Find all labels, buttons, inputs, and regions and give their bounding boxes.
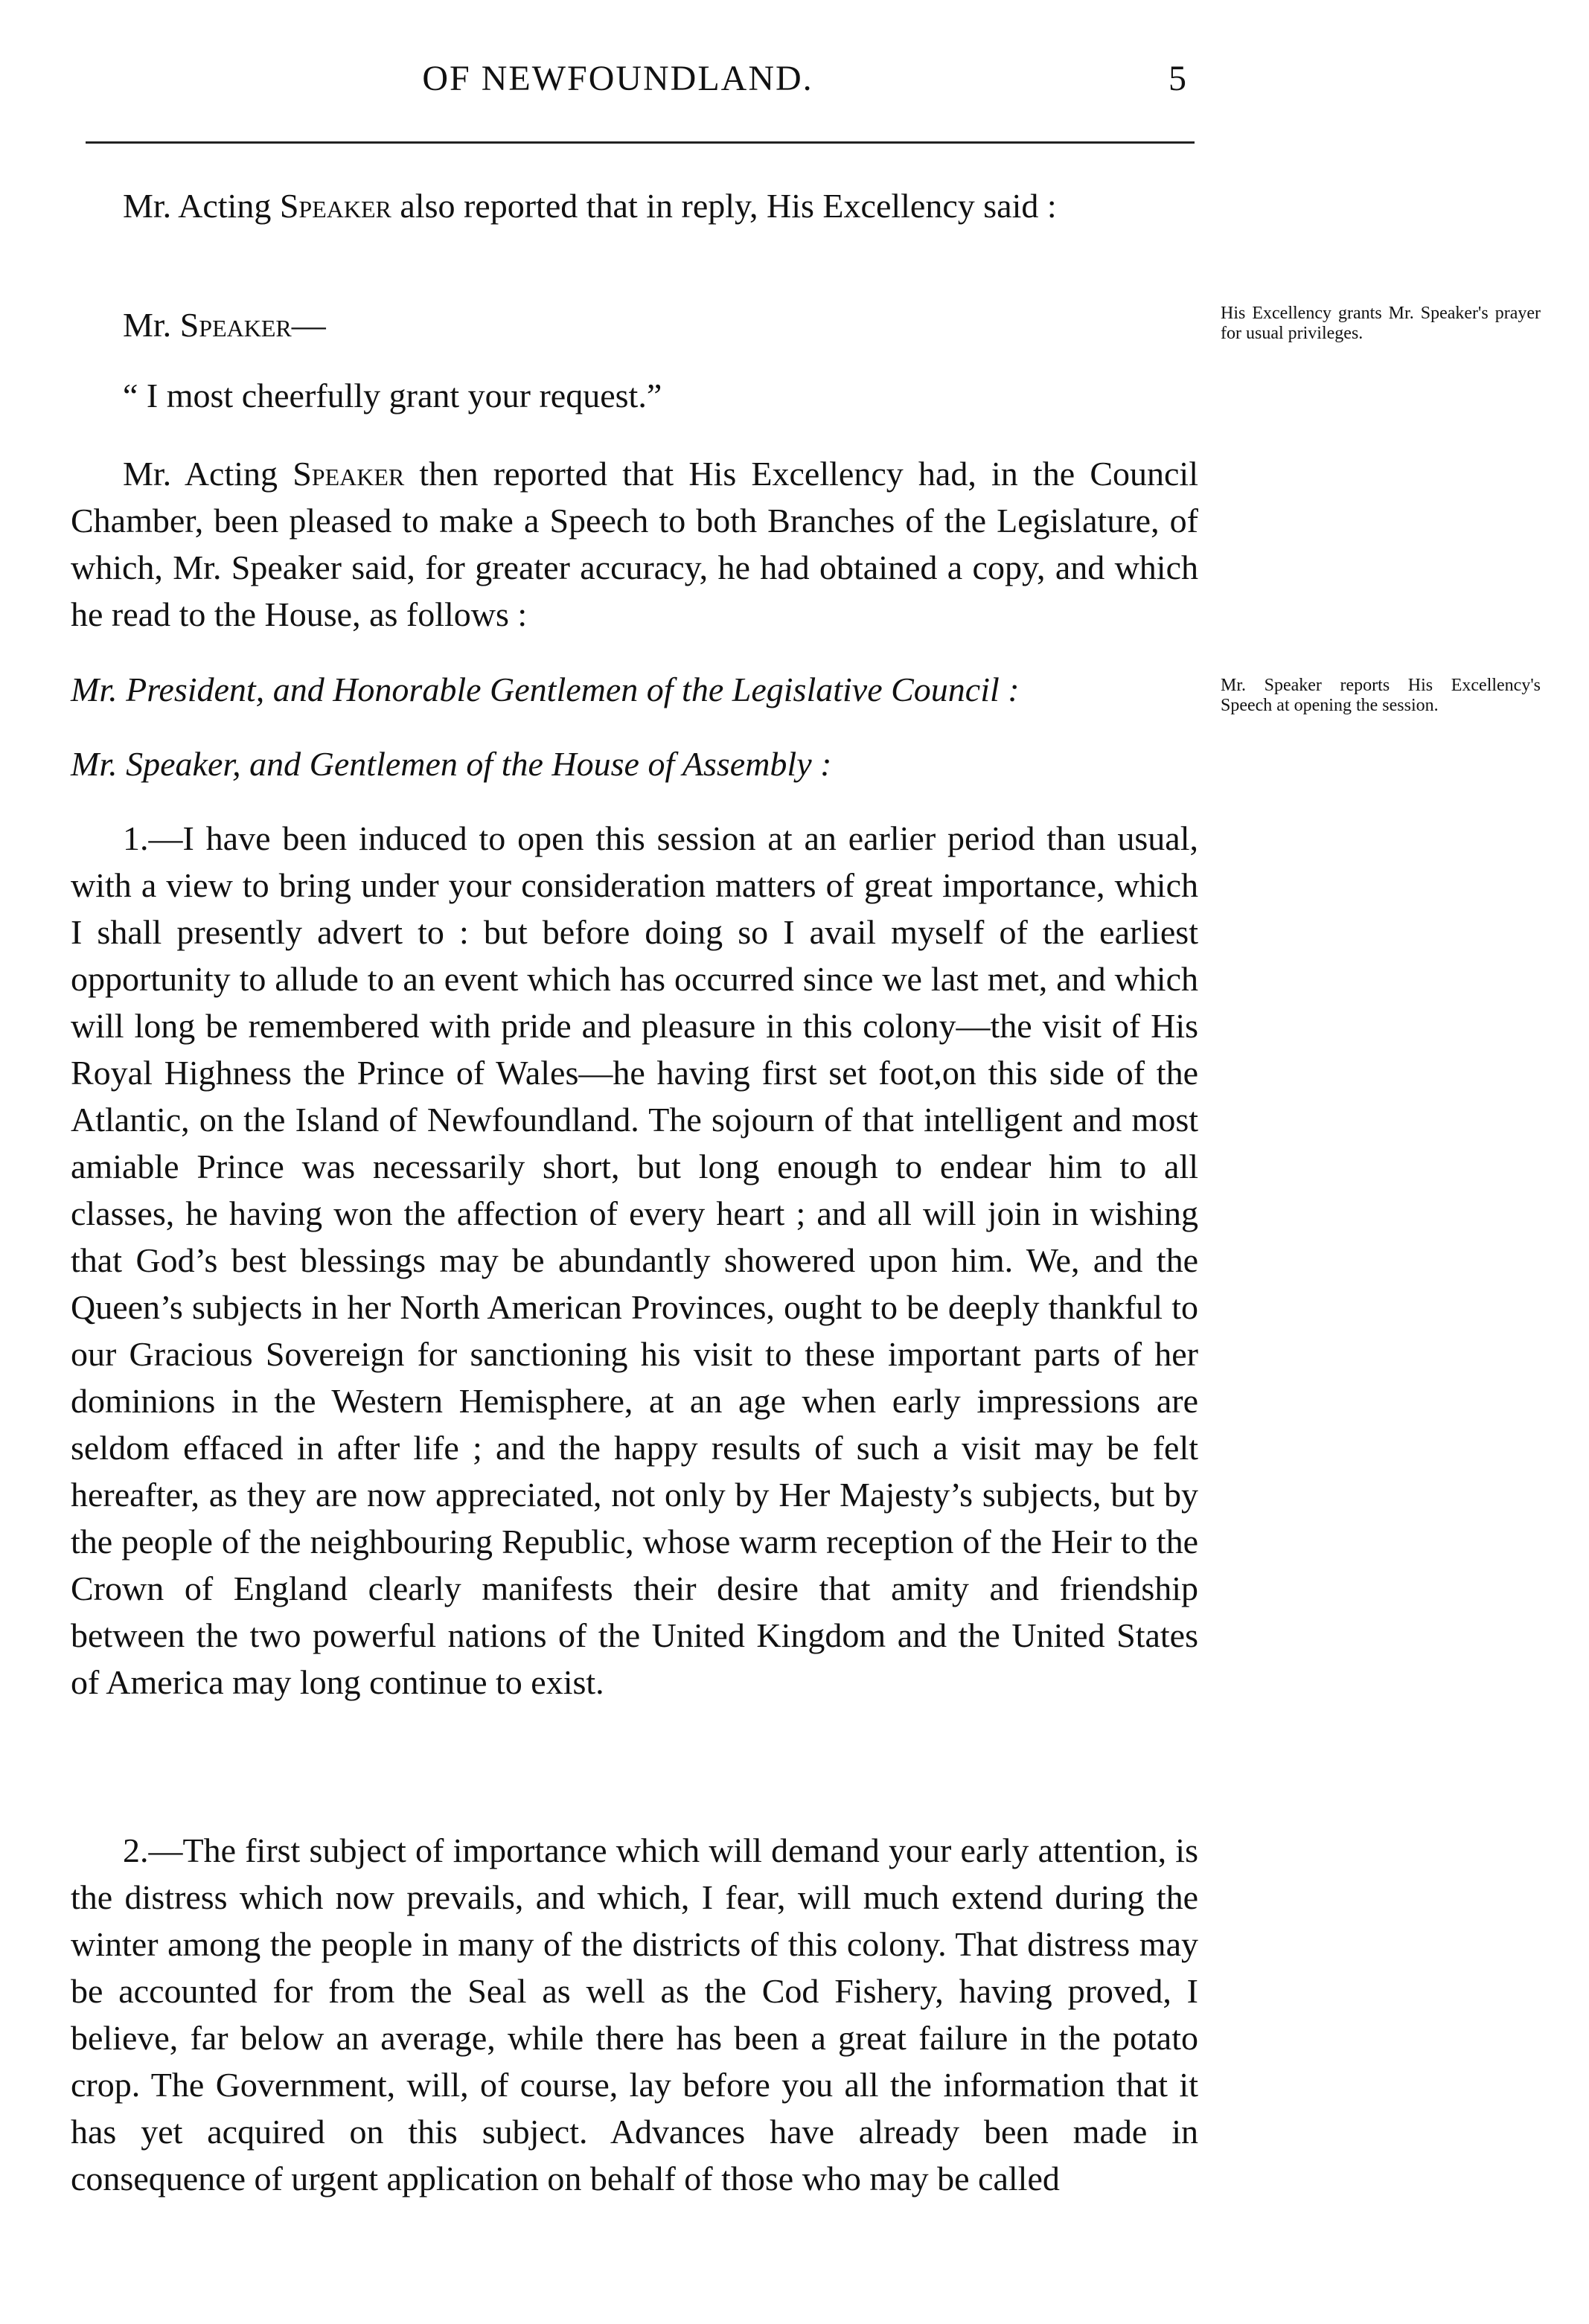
paragraph-reply-report [71, 182, 1198, 229]
running-title: OF NEWFOUNDLAND. [422, 59, 813, 98]
p2-rest: then reported that His Excellency had, in the Council Chamber, been pleased to make a Speech to both Branches of the Legislature, of which, Mr. Speaker said, for greater accuracy, he had obtained a copy, and which he read to the House, as follows : [71, 455, 1198, 633]
page-number: 5 [1168, 59, 1186, 98]
header-rule [86, 141, 1195, 144]
speech-paragraph-2 [71, 1827, 1198, 2202]
p2-speaker: Speaker [292, 455, 405, 493]
marginal-note-privileges: His Excellency grants Mr. Speaker's prayer for usual privileges. [1221, 304, 1541, 343]
marginal-note-speech: Mr. Speaker reports His Excellency's Speech at opening the session. [1221, 676, 1541, 715]
salutation [123, 305, 326, 345]
salutation-prefix: Mr. [123, 306, 180, 344]
speech-paragraph-1 [71, 815, 1198, 1706]
paragraph-speech-report [71, 450, 1198, 638]
speech-paragraph-1-text: 1.—I have been induced to open this session at an earlier period than usual, with a view to bring under your consideration matters of great importance, which I shall presently advert to : but before doing so I avail myself of the earliest opportunity to allude to an event which has occurred since we last met, and which will long be remembered with pride and pleasure in this colony—the visit of His Royal Highness the Prince of Wales—he having first set foot,on this side of the Atlantic, on the Island of Newfoundland. The sojourn of that intelligent and most amiable Prince was necessarily short, but long enough to endear him to all classes, he having won the affection of every heart ; and all will join in wishing that God’s best blessings may be abundantly showered upon him. We, and the Queen’s subjects in her North American Provinces, ought to be deeply thankful to our Gracious Sovereign for sanctioning his visit to these important parts of her dominions in the Western Hemisphere, at an age when early impressions are seldom effaced in after life ; and the happy results of such a visit may be felt hereafter, as they are now appreciated, not only by Her Majesty’s subjects, but by the people of the neighbouring Republic, whose warm reception of the Heir to the Crown of England clearly manifests their desire that amity and friendship between the two powerful nations of the United Kingdom and the United States of America may long continue to exist. [71, 819, 1198, 1701]
quote-line: “ I most cheerfully grant your request.” [123, 377, 662, 414]
salutation-speaker: Speaker [179, 306, 292, 344]
p1-rest: also reported that in reply, His Excellency said : [391, 187, 1057, 225]
p1-speaker: Speaker [279, 187, 391, 225]
p1-prefix: Mr. Acting [123, 187, 280, 225]
salutation-dash: — [291, 306, 326, 344]
address-house-of-assembly: Mr. Speaker, and Gentlemen of the House of Assembly : [71, 745, 832, 783]
p2-prefix: Mr. Acting [123, 455, 293, 493]
speech-paragraph-2-text: 2.—The first subject of importance which will demand your early attention, is the distress which now prevails, and which, I fear, will much extend during the winter among the people in many of the districts of this colony. That distress may be accounted for from the Seal as well as the Cod Fishery, having proved, I believe, far below an average, while there has been a great failure in the potato crop. The Government, will, of course, lay before you all the information that it has yet acquired on this subject. Advances have already been made in consequence of urgent application on behalf of those who may be called [71, 1831, 1198, 2197]
address-legislative-council: Mr. President, and Honorable Gentlemen of the Legislative Council : [71, 670, 1020, 708]
